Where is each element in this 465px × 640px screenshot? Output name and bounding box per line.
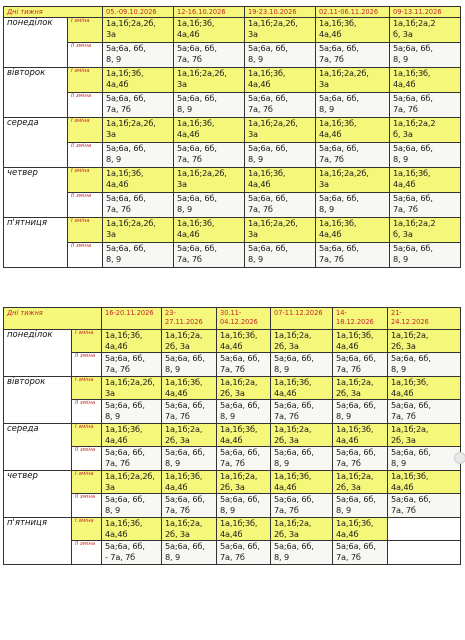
schedule-cell-shift-1: 1а,1б;3б, 4а,4б (174, 18, 245, 43)
schedule-cell-shift-2: 5а;6а, 6б, 7а, 7б (103, 93, 174, 118)
header-week-2: 12-16.10.2026 (174, 7, 245, 18)
schedule-cell-shift-1: 1а,1б;2а, 2б, 3а (217, 471, 271, 494)
schedule-cell-shift-2: 5а;6а, 6б, 7а, 7б (103, 193, 174, 218)
schedule-cell-shift-1: 1а,1б;3б, 4а,4б (102, 424, 162, 447)
schedule-cell-shift-2: 5а;6а, 6б, 8, 9 (174, 193, 245, 218)
day-name: понеділок (4, 330, 72, 377)
schedule-cell-shift-1: 1а,1б;2а, 2б, 3а (162, 424, 217, 447)
header-days-of-week: Дні тижня (4, 7, 103, 18)
shift-1-label: I зміна (72, 377, 102, 400)
day-name: середа (4, 424, 72, 471)
schedule-cell-shift-2: 5а;6а, 6б, 8, 9 (162, 447, 217, 471)
day-row-shift-1 (4, 330, 461, 353)
header-week-4: 02.11-06.11.2026 (316, 7, 390, 18)
header-week-6: 21- 24.12.2026 (388, 308, 461, 330)
schedule-cell-shift-2: 5а;6а, 6б, 8, 9 (102, 400, 162, 424)
header-days-of-week: Дні тижня (4, 308, 102, 330)
schedule-cell-shift-1: 1а,1б;3б, 4а,4б (388, 471, 461, 494)
schedule-cell-shift-2: 5а;6а, 6б, 7а, 7б (316, 43, 390, 68)
day-row-shift-1 (4, 471, 461, 494)
schedule-cell-shift-1: 1а,1б;3б, 4а,4б (333, 518, 388, 541)
schedule-cell-shift-2: 5а;6а, 6б, 8, 9 (333, 400, 388, 424)
day-name: четвер (4, 471, 72, 518)
schedule-cell-shift-2: 5а;6а, 6б, 8, 9 (102, 494, 162, 518)
schedule-cell-shift-1: 1а,1б;2а, 2б, 3а (271, 424, 333, 447)
schedule-cell-shift-2: 5а;6а, 6б, 7а, 7б (316, 243, 390, 268)
schedule-cell-shift-1: 1а,1б;3б, 4а,4б (174, 218, 245, 243)
day-name: п'ятниця (4, 218, 68, 268)
day-row-shift-2 (4, 447, 461, 471)
schedule-cell-shift-2: 5а;6а, 6б, 7а, 7б (174, 43, 245, 68)
schedule-cell-shift-1: 1а,1б;2а,2б, 3а (316, 68, 390, 93)
schedule-cell-shift-2: 5а;6а, 6б, 8, 9 (103, 143, 174, 168)
schedule-cell-shift-1: 1а,1б;2а,2 б, 3а (390, 18, 461, 43)
schedule-cell-shift-2: 5а;6а, 6б, 7а, 7б (390, 193, 461, 218)
day-row-shift-1 (4, 68, 461, 93)
day-row-shift-2 (4, 541, 461, 565)
schedule-cell-shift-1: 1а,1б;2а, 2б, 3а (271, 330, 333, 353)
header-week-3: 30.11- 04.12.2026 (217, 308, 271, 330)
shift-2-label: II зміна (72, 494, 102, 518)
schedule-cell-shift-2: 5а;6а, 6б, 8, 9 (174, 93, 245, 118)
schedule-cell-shift-2: 5а;6а, 6б, 8, 9 (316, 193, 390, 218)
schedule-cell-shift-1: 1а,1б;3б, 4а,4б (316, 118, 390, 143)
schedule-cell-shift-1: 1а,1б;3б, 4а,4б (271, 471, 333, 494)
schedule-cell-shift-2: 5а;6а, 6б, 7а, 7б (245, 193, 316, 218)
schedule-cell-shift-2: 5а;6а, 6б, 8, 9 (316, 93, 390, 118)
schedule-table-october-november (3, 6, 461, 268)
binder-hole (454, 452, 465, 464)
header-week-5: 09-13.11.2026 (390, 7, 461, 18)
shift-1-label: I зміна (68, 68, 103, 93)
schedule-cell-shift-1: 1а,1б;3б, 4а,4б (390, 168, 461, 193)
schedule-cell-shift-1: 1а,1б;3б, 4а,4б (271, 377, 333, 400)
shift-1-label: I зміна (68, 168, 103, 193)
schedule-cell-shift-1: 1а,1б;2а,2б, 3а (245, 118, 316, 143)
shift-1-label: I зміна (68, 118, 103, 143)
schedule-cell-shift-2: 5а;6а, 6б, 8, 9 (245, 43, 316, 68)
schedule-cell-shift-1: 1а,1б;2а, 2б, 3а (162, 518, 217, 541)
schedule-cell-shift-2: 5а;6а, 6б, 7а, 7б (333, 447, 388, 471)
shift-2-label: II зміна (72, 541, 102, 565)
schedule-cell-shift-1: 1а,1б;2а, 2б, 3а (271, 518, 333, 541)
schedule-cell-shift-1: 1а,1б;3б, 4а,4б (333, 330, 388, 353)
schedule-cell-shift-1: 1а,1б;2а,2б, 3а (245, 218, 316, 243)
header-week-1: 05.-09.10.2026 (103, 7, 174, 18)
schedule-cell-shift-2: 5а;6а, 6б, 8, 9 (390, 243, 461, 268)
day-row-shift-2 (4, 93, 461, 118)
schedule-cell-shift-1: 1а,1б;3б, 4а,4б (174, 118, 245, 143)
day-name: четвер (4, 168, 68, 218)
shift-2-label: II зміна (68, 43, 103, 68)
shift-2-label: II зміна (68, 243, 103, 268)
schedule-cell-shift-2: 5а;6а, 6б, 7а, 7б (333, 353, 388, 377)
schedule-cell-shift-1: 1а,1б;2а, 2б, 3а (333, 471, 388, 494)
schedule-cell-shift-2: 5а;6а, 6б, 7а, 7б (390, 93, 461, 118)
schedule-cell-shift-2: 5а;6а, 6б, 7а, 7б (271, 494, 333, 518)
schedule-cell-shift-1: 1а,1б;3б, 4а,4б (103, 68, 174, 93)
schedule-cell-shift-2: 5а;6а, 6б, 8, 9 (271, 353, 333, 377)
schedule-cell-shift-1: 1а,1б;3б, 4а,4б (388, 377, 461, 400)
schedule-cell-shift-1: 1а,1б;3б, 4а,4б (316, 218, 390, 243)
schedule-cell-shift-2: 5а;6а, 6б, 8, 9 (217, 494, 271, 518)
schedule-cell-shift-2: 5а;6а, 6б, 8, 9 (103, 43, 174, 68)
day-row-shift-1 (4, 168, 461, 193)
schedule-cell-shift-2: 5а;6а, 6б, 7а, 7б (217, 353, 271, 377)
shift-1-label: I зміна (72, 330, 102, 353)
day-row-shift-2 (4, 143, 461, 168)
schedule-cell-shift-2: 5а;6а, 6б, 8, 9 (162, 353, 217, 377)
day-row-shift-1 (4, 518, 461, 541)
schedule-cell-shift-2: 5а;6а, 6б, 8, 9 (390, 143, 461, 168)
schedule-cell-shift-2: 5а;6а, 6б, 7а, 7б (245, 93, 316, 118)
shift-1-label: I зміна (68, 18, 103, 43)
shift-2-label: II зміна (72, 400, 102, 424)
schedule-cell-shift-2: 5а;6а, 6б, 7а, 7б (174, 243, 245, 268)
schedule-cell-shift-2: 5а;6а, 6б, 7а, 7б (217, 447, 271, 471)
schedule-cell-shift-1: 1а,1б;2а, 2б, 3а (388, 424, 461, 447)
day-row-shift-1 (4, 118, 461, 143)
schedule-cell-shift-2: 5а;6а, 6б, 8, 9 (162, 541, 217, 565)
header-row (4, 7, 461, 18)
schedule-cell-shift-1: 1а,1б;2а, 2б, 3а (388, 330, 461, 353)
schedule-cell-shift-1: 1а,1б;3б, 4а,4б (102, 518, 162, 541)
shift-2-label: II зміна (68, 193, 103, 218)
schedule-cell-shift-1: 1а,1б;3б, 4а,4б (390, 68, 461, 93)
schedule-cell-shift-1: 1а,1б;3б, 4а,4б (217, 424, 271, 447)
schedule-cell-shift-2: 5а;6а, 6б, 8, 9 (390, 43, 461, 68)
day-name: п'ятниця (4, 518, 72, 565)
schedule-cell-shift-1: 1а,1б;2а, 2б, 3а (217, 377, 271, 400)
schedule-cell-shift-2: 5а;6а, 6б, 7а, 7б (271, 400, 333, 424)
schedule-cell-shift-1: 1а,1б;3б, 4а,4б (333, 424, 388, 447)
schedule-cell-shift-2: 5а;6а, 6б, 7а, 7б (162, 494, 217, 518)
schedule-cell-shift-2: 5а;6а, 6б, 8, 9 (388, 447, 461, 471)
schedule-cell-shift-1: 1а,1б;2а,2б, 3а (103, 118, 174, 143)
shift-1-label: I зміна (68, 218, 103, 243)
schedule-cell-shift-1: 1а,1б;2а, 2б, 3а (333, 377, 388, 400)
day-row-shift-1 (4, 18, 461, 43)
day-row-shift-2 (4, 243, 461, 268)
shift-2-label: II зміна (72, 353, 102, 377)
schedule-cell-shift-1: 1а,1б;2а,2б, 3а (174, 168, 245, 193)
schedule-cell-shift-2: 5а;6а, 6б, 7а, 7б (162, 400, 217, 424)
schedule-cell-shift-1: 1а,1б;3б, 4а,4б (217, 330, 271, 353)
shift-1-label: I зміна (72, 424, 102, 447)
schedule-cell-shift-2: 5а;6а, 6б, 8, 9 (333, 494, 388, 518)
schedule-cell-shift-2: 5а;6а, 6б, 7а, 7б (102, 353, 162, 377)
day-row-shift-2 (4, 193, 461, 218)
shift-2-label: II зміна (68, 93, 103, 118)
schedule-cell-shift-2: 5а;6а, 6б, 8, 9 (271, 541, 333, 565)
schedule-cell-shift-2: 5а;6а, 6б, 7а, 7б (333, 541, 388, 565)
day-name: вівторок (4, 68, 68, 118)
schedule-cell-shift-1: 1а,1б;2а,2б, 3а (103, 18, 174, 43)
day-row-shift-2 (4, 494, 461, 518)
schedule-cell-shift-1: 1а,1б;3б, 4а,4б (103, 168, 174, 193)
schedule-cell-shift-1: 1а,1б;2а, 2б, 3а (162, 330, 217, 353)
schedule-cell-shift-1: 1а,1б;3б, 4а,4б (102, 330, 162, 353)
schedule-cell-shift-2: 5а;6а, 6б, 8, 9 (217, 400, 271, 424)
schedule-cell-shift-1: 1а,1б;3б, 4а,4б (245, 168, 316, 193)
day-row-shift-1 (4, 218, 461, 243)
day-row-shift-1 (4, 377, 461, 400)
header-week-1: 16-20.11.2026 (102, 308, 162, 330)
schedule-cell-shift-1: 1а,1б;3б, 4а,4б (162, 471, 217, 494)
schedule-cell-shift-2: 5а;6а, 6б, 7а, 7б (316, 143, 390, 168)
schedule-cell-shift-2: 5а;6а, 6б, 8, 9 (245, 143, 316, 168)
schedule-cell-shift-2: 5а;6а, 6б, 7а, 7б (388, 494, 461, 518)
schedule-cell-shift-1: 1а,1б;3б, 4а,4б (217, 518, 271, 541)
schedule-cell-shift-1: 1а,1б;2а,2б, 3а (103, 218, 174, 243)
schedule-cell-shift-1: 1а,1б;2а,2 б, 3а (390, 218, 461, 243)
day-row-shift-2 (4, 353, 461, 377)
schedule-cell-shift-2: 5а;6а, 6б, 7а, 7б (174, 143, 245, 168)
schedule-cell-shift-1 (388, 518, 461, 541)
schedule-cell-shift-2: 5а;6а, 6б, - 7а, 7б (102, 541, 162, 565)
header-week-5: 14- 18.12.2026 (333, 308, 388, 330)
day-row-shift-2 (4, 400, 461, 424)
day-row-shift-1 (4, 424, 461, 447)
day-name: понеділок (4, 18, 68, 68)
shift-2-label: II зміна (72, 447, 102, 471)
schedule-cell-shift-1: 1а,1б;3б, 4а,4б (316, 18, 390, 43)
schedule-cell-shift-1: 1а,1б;2а,2б, 3а (245, 18, 316, 43)
schedule-cell-shift-2 (388, 541, 461, 565)
schedule-cell-shift-1: 1а,1б;2а,2б, 3а (102, 377, 162, 400)
schedule-cell-shift-1: 1а,1б;3б, 4а,4б (245, 68, 316, 93)
schedule-cell-shift-1: 1а,1б;3б, 4а,4б (162, 377, 217, 400)
schedule-cell-shift-2: 5а;6а, 6б, 7а, 7б (217, 541, 271, 565)
schedule-cell-shift-1: 1а,1б;2а,2б, 3а (174, 68, 245, 93)
schedule-table-november-december (3, 307, 461, 565)
schedule-cell-shift-1: 1а,1б;2а,2б, 3а (316, 168, 390, 193)
day-name: середа (4, 118, 68, 168)
schedule-cell-shift-2: 5а;6а, 6б, 8, 9 (103, 243, 174, 268)
shift-1-label: I зміна (72, 471, 102, 494)
day-row-shift-2 (4, 43, 461, 68)
header-row (4, 308, 461, 330)
header-week-2: 23- 27.11.2026 (162, 308, 217, 330)
schedule-cell-shift-1: 1а,1б;2а,2 б, 3а (390, 118, 461, 143)
schedule-cell-shift-2: 5а;6а, 6б, 8, 9 (271, 447, 333, 471)
day-name: вівторок (4, 377, 72, 424)
header-week-3: 19-23.10.2026 (245, 7, 316, 18)
schedule-cell-shift-2: 5а;6а, 6б, 8, 9 (245, 243, 316, 268)
header-week-4: 07-11.12.2026 (271, 308, 333, 330)
schedule-cell-shift-2: 5а;6а, 6б, 8, 9 (388, 353, 461, 377)
schedule-cell-shift-2: 5а;6а, 6б, 7а, 7б (388, 400, 461, 424)
shift-1-label: I зміна (72, 518, 102, 541)
schedule-cell-shift-1: 1а,1б;2а,2б, 3а (102, 471, 162, 494)
schedule-cell-shift-2: 5а;6а, 6б, 7а, 7б (102, 447, 162, 471)
shift-2-label: II зміна (68, 143, 103, 168)
